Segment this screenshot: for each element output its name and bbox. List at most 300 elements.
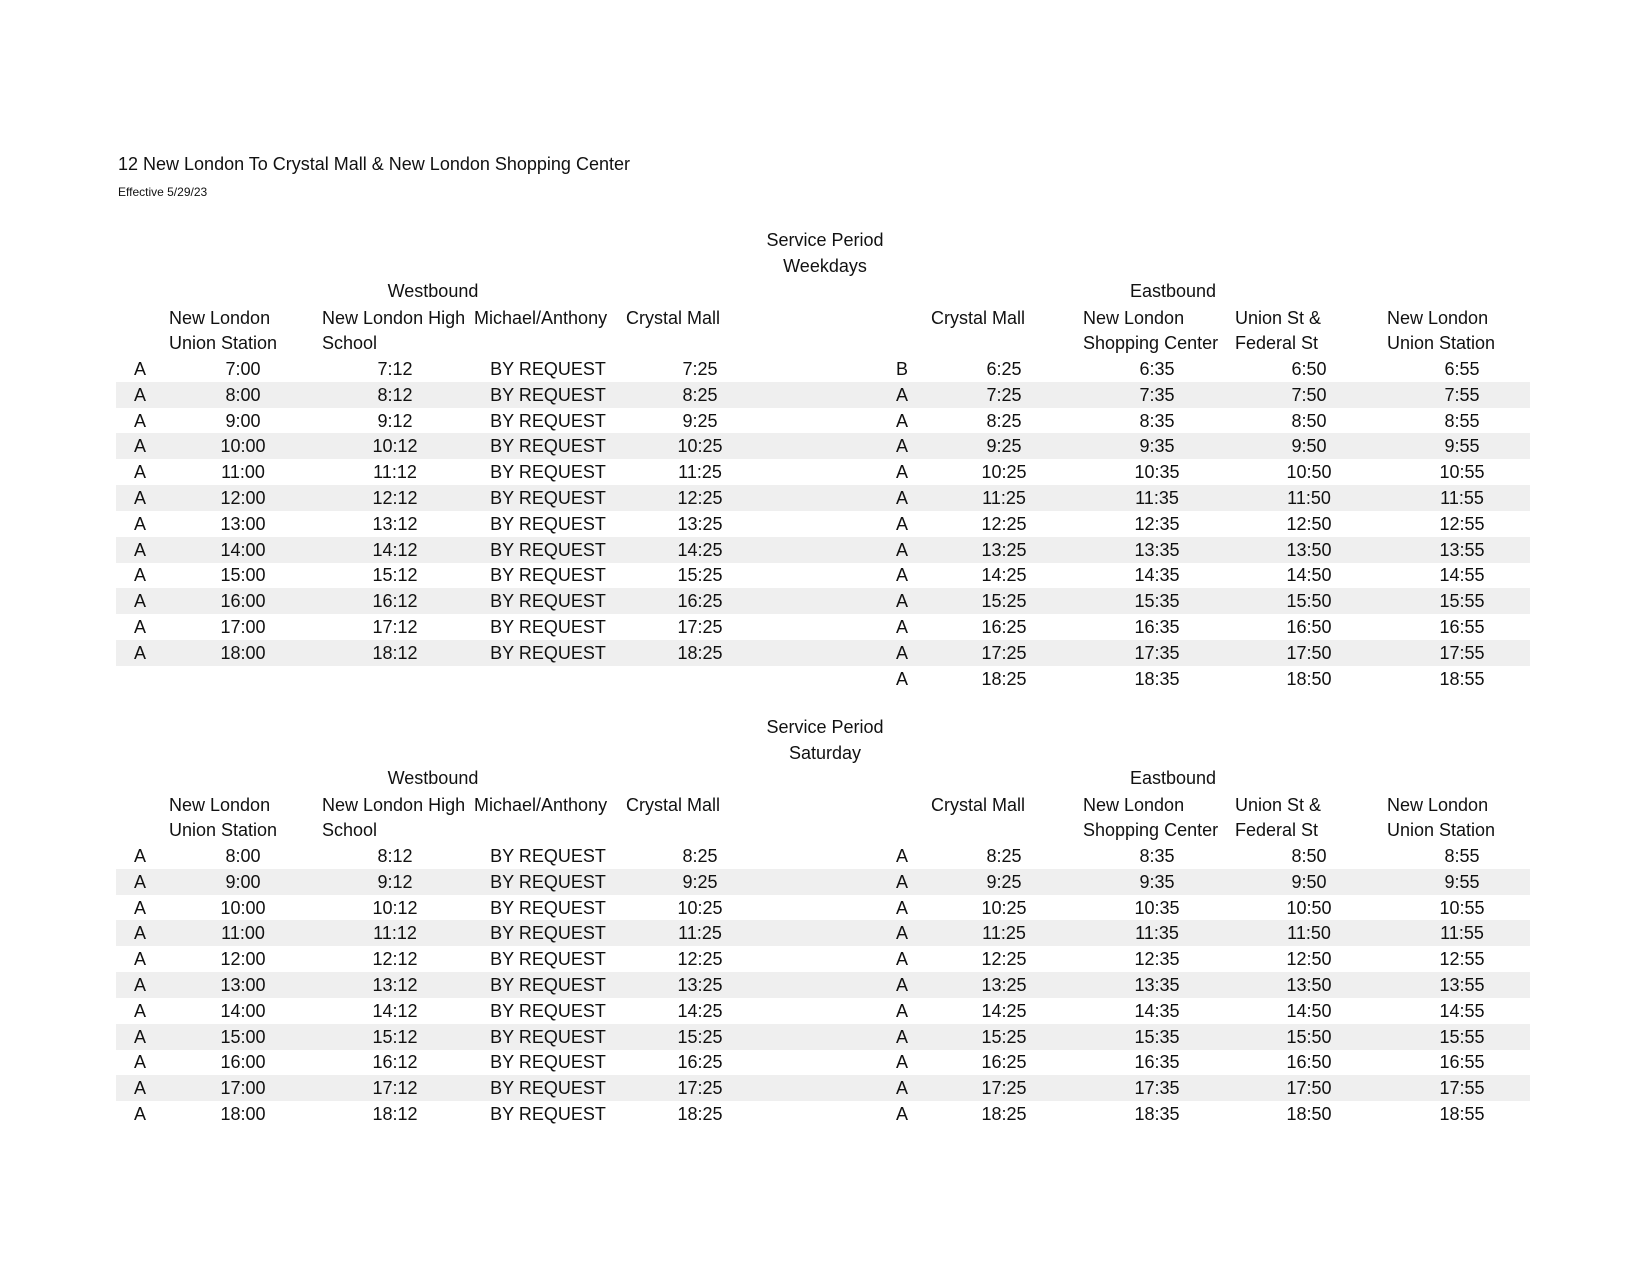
eastbound-time-cell: 15:50 [1286,591,1332,612]
westbound-time-cell: 12:25 [677,949,723,970]
eastbound-time-cell: 18:35 [1134,1104,1180,1124]
westbound-trip-type: A [133,871,146,892]
eastbound-time-cell: 16:35 [1134,1052,1180,1073]
eastbound-time-cell: 14:25 [981,565,1027,586]
service-period-label: Service Period [766,717,884,737]
eastbound-trip-type: A [895,488,908,508]
eastbound-time-cell: 7:25 [986,384,1022,405]
eastbound-time-cell: 14:50 [1286,565,1332,586]
table-row [0,537,1650,563]
table-row [0,1024,1650,1050]
eastbound-column-header [1083,793,1218,843]
westbound-time-cell: 10:25 [677,436,723,457]
eastbound-time-cell: 14:55 [1439,565,1485,586]
westbound-time-cell: 13:25 [677,975,723,995]
westbound-time-cell: 8:00 [225,384,261,405]
eastbound-time-cell: 17:55 [1439,1078,1485,1099]
westbound-trip-type: A [133,975,146,995]
eastbound-time-cell: 12:35 [1134,949,1180,970]
westbound-time-cell: BY REQUEST [490,591,606,612]
eastbound-time-cell: 10:25 [981,897,1027,918]
eastbound-time-cell: 13:35 [1134,975,1180,995]
eastbound-time-cell: 12:25 [981,513,1027,534]
westbound-trip-type: A [133,565,146,586]
eastbound-time-cell: 10:35 [1134,897,1180,918]
westbound-time-cell: BY REQUEST [490,1078,606,1099]
westbound-time-cell: 16:12 [372,1052,418,1073]
eastbound-time-cell: 15:35 [1134,1026,1180,1047]
westbound-trip-type: A [133,642,146,663]
westbound-time-cell: 13:00 [220,975,266,995]
westbound-direction-label: Westbound [387,768,479,788]
westbound-time-cell: 17:00 [220,617,266,637]
eastbound-time-cell: 14:50 [1286,1000,1332,1021]
eastbound-time-cell: 15:25 [981,591,1027,612]
eastbound-time-cell: 12:55 [1439,949,1485,970]
westbound-time-cell: BY REQUEST [490,871,606,892]
eastbound-time-cell: 16:55 [1439,617,1485,637]
eastbound-time-cell: 17:25 [981,642,1027,663]
eastbound-time-cell: 8:25 [986,846,1022,866]
eastbound-time-cell: 18:35 [1134,668,1180,689]
eastbound-time-cell: 6:35 [1139,359,1175,379]
eastbound-time-cell: 17:35 [1134,642,1180,663]
column-header-line: Union Station [169,333,278,353]
column-header-line: Union Station [1387,333,1496,353]
eastbound-time-cell: 11:25 [982,488,1026,508]
eastbound-time-cell: 10:50 [1286,462,1332,483]
eastbound-time-cell: 9:35 [1139,436,1175,457]
westbound-trip-type: A [133,1052,146,1073]
eastbound-time-cell: 11:25 [982,923,1026,944]
eastbound-trip-type: A [895,846,908,866]
table-row [0,588,1650,614]
eastbound-trip-type: A [895,410,908,431]
table-row [0,920,1650,946]
eastbound-time-cell: 9:50 [1291,436,1327,457]
eastbound-time-cell: 15:25 [981,1026,1027,1047]
westbound-time-cell: 18:00 [220,642,266,663]
table-row [0,562,1650,588]
eastbound-trip-type: A [895,513,908,534]
westbound-column-header [626,306,720,331]
westbound-trip-type: A [133,384,146,405]
eastbound-time-cell: 7:50 [1291,384,1327,405]
westbound-time-cell: 11:12 [373,462,417,483]
eastbound-trip-type: A [895,1104,908,1124]
eastbound-trip-type: A [895,949,908,970]
eastbound-trip-type: A [895,384,908,405]
westbound-trip-type: A [133,617,146,637]
eastbound-time-cell: 11:55 [1440,488,1484,508]
westbound-time-cell: 9:12 [377,410,413,431]
westbound-time-cell: BY REQUEST [490,513,606,534]
eastbound-time-cell: 9:55 [1444,436,1480,457]
westbound-time-cell: 14:12 [372,539,418,560]
eastbound-trip-type: A [895,668,908,689]
westbound-column-header [474,306,607,331]
westbound-trip-type: A [133,410,146,431]
eastbound-direction-label: Eastbound [1129,281,1217,301]
table-row [0,485,1650,511]
westbound-time-cell: 12:00 [220,488,266,508]
eastbound-time-cell: 11:50 [1287,923,1331,944]
westbound-time-cell: BY REQUEST [490,384,606,405]
eastbound-time-cell: 12:35 [1134,513,1180,534]
eastbound-column-header [1235,306,1321,356]
westbound-time-cell: BY REQUEST [490,897,606,918]
westbound-time-cell: BY REQUEST [490,488,606,508]
westbound-time-cell: 18:12 [372,642,418,663]
westbound-trip-type: A [133,949,146,970]
westbound-time-cell: BY REQUEST [490,975,606,995]
eastbound-column-header [1083,306,1218,356]
eastbound-time-cell: 11:50 [1287,488,1331,508]
service-period-value: Weekdays [783,256,867,276]
westbound-time-cell: 15:00 [220,1026,266,1047]
column-header-line: Federal St [1235,820,1319,840]
westbound-time-cell: 7:12 [377,359,413,379]
column-header-line: New London High [322,308,466,328]
eastbound-time-cell: 14:55 [1439,1000,1485,1021]
column-header-line: Union Station [169,820,278,840]
eastbound-time-cell: 14:35 [1134,1000,1180,1021]
westbound-time-cell: BY REQUEST [490,1026,606,1047]
westbound-time-cell: 18:00 [220,1104,266,1124]
eastbound-time-cell: 13:25 [981,975,1027,995]
eastbound-time-cell: 16:35 [1134,617,1180,637]
westbound-trip-type: A [133,897,146,918]
westbound-trip-type: A [133,846,146,866]
table-row [0,1049,1650,1075]
westbound-time-cell: 11:25 [678,923,722,944]
column-header-line: New London [1083,795,1185,815]
eastbound-column-header [931,793,1025,818]
westbound-time-cell: 13:25 [677,513,723,534]
westbound-time-cell: BY REQUEST [490,539,606,560]
eastbound-time-cell: 18:55 [1439,668,1485,689]
westbound-column-header [626,793,720,818]
column-header-line: Michael/Anthony [474,308,608,328]
eastbound-time-cell: 6:25 [986,359,1022,379]
column-header-line: Union St & [1235,308,1322,328]
column-header-line: Federal St [1235,333,1319,353]
eastbound-time-cell: 11:35 [1135,923,1179,944]
eastbound-trip-type: B [895,359,908,379]
eastbound-time-cell: 9:25 [986,871,1022,892]
eastbound-trip-type: A [895,975,908,995]
westbound-trip-type: A [133,488,146,508]
eastbound-column-header [1235,793,1321,843]
eastbound-time-cell: 18:55 [1439,1104,1485,1124]
column-header-line: Shopping Center [1083,820,1219,840]
westbound-time-cell: BY REQUEST [490,923,606,944]
westbound-column-header [169,306,277,356]
eastbound-time-cell: 16:55 [1439,1052,1485,1073]
westbound-time-cell: 14:12 [372,1000,418,1021]
westbound-time-cell: 13:00 [220,513,266,534]
column-header-line: New London High [322,795,466,815]
eastbound-time-cell: 18:25 [981,1104,1027,1124]
westbound-time-cell: BY REQUEST [490,1104,606,1124]
table-row [0,895,1650,921]
westbound-time-cell: 11:25 [678,462,722,483]
column-header-line: Michael/Anthony [474,795,608,815]
eastbound-trip-type: A [895,591,908,612]
westbound-time-cell: 13:12 [372,975,418,995]
column-header-line: Crystal Mall [931,795,1026,815]
westbound-time-cell: 14:00 [220,539,266,560]
westbound-time-cell: BY REQUEST [490,359,606,379]
westbound-time-cell: 16:12 [372,591,418,612]
column-header-line: School [322,333,378,353]
westbound-trip-type: A [133,436,146,457]
column-header-line: New London [1387,795,1489,815]
westbound-trip-type: A [133,591,146,612]
westbound-time-cell: 12:00 [220,949,266,970]
eastbound-time-cell: 15:35 [1134,591,1180,612]
eastbound-trip-type: A [895,923,908,944]
eastbound-trip-type: A [895,1052,908,1073]
westbound-time-cell: 15:25 [677,1026,723,1047]
table-row [0,459,1650,485]
eastbound-time-cell: 8:35 [1139,846,1175,866]
westbound-time-cell: BY REQUEST [490,642,606,663]
table-row [0,869,1650,895]
westbound-time-cell: BY REQUEST [490,1000,606,1021]
eastbound-time-cell: 16:50 [1286,1052,1332,1073]
westbound-time-cell: 10:12 [372,897,418,918]
westbound-time-cell: 16:00 [220,1052,266,1073]
eastbound-time-cell: 6:50 [1291,359,1327,379]
eastbound-time-cell: 9:50 [1291,871,1327,892]
effective-date: Effective 5/29/23 [118,185,208,199]
westbound-time-cell: 9:00 [225,410,261,431]
eastbound-trip-type: A [895,539,908,560]
eastbound-time-cell: 16:25 [981,1052,1027,1073]
westbound-time-cell: 12:25 [677,488,723,508]
westbound-time-cell: 8:12 [377,846,413,866]
eastbound-time-cell: 8:55 [1444,410,1480,431]
table-row [0,1101,1650,1127]
table-row [0,433,1650,459]
westbound-time-cell: 10:00 [220,897,266,918]
westbound-time-cell: 9:00 [225,871,261,892]
westbound-time-cell: 16:00 [220,591,266,612]
column-header-line: Crystal Mall [626,308,721,328]
eastbound-time-cell: 17:35 [1134,1078,1180,1099]
eastbound-column-header [1387,306,1495,356]
eastbound-time-cell: 15:50 [1286,1026,1332,1047]
westbound-time-cell: 18:12 [372,1104,418,1124]
eastbound-time-cell: 14:25 [981,1000,1027,1021]
eastbound-time-cell: 12:50 [1286,949,1332,970]
westbound-time-cell: 8:00 [225,846,261,866]
westbound-time-cell: 12:12 [372,949,418,970]
eastbound-time-cell: 18:25 [981,668,1027,689]
eastbound-time-cell: 10:55 [1439,462,1485,483]
eastbound-trip-type: A [895,436,908,457]
westbound-column-header [322,306,465,356]
westbound-time-cell: 15:25 [677,565,723,586]
eastbound-time-cell: 13:50 [1286,539,1332,560]
eastbound-time-cell: 9:25 [986,436,1022,457]
table-row [0,946,1650,972]
eastbound-trip-type: A [895,565,908,586]
eastbound-time-cell: 13:55 [1439,539,1485,560]
eastbound-time-cell: 17:50 [1286,642,1332,663]
westbound-time-cell: 17:25 [677,1078,723,1099]
column-header-line: Union Station [1387,820,1496,840]
westbound-time-cell: 11:00 [221,923,265,944]
eastbound-column-header [931,306,1025,331]
eastbound-trip-type: A [895,617,908,637]
table-row [0,640,1650,666]
westbound-column-header [474,793,607,818]
westbound-time-cell: 12:12 [372,488,418,508]
eastbound-time-cell: 7:55 [1444,384,1480,405]
column-header-line: New London [169,795,271,815]
westbound-time-cell: BY REQUEST [490,846,606,866]
westbound-time-cell: BY REQUEST [490,949,606,970]
eastbound-time-cell: 9:35 [1139,871,1175,892]
westbound-time-cell: 14:25 [677,539,723,560]
eastbound-time-cell: 8:50 [1291,410,1327,431]
eastbound-time-cell: 9:55 [1444,871,1480,892]
table-row [0,408,1650,434]
eastbound-time-cell: 15:55 [1439,1026,1485,1047]
westbound-time-cell: 14:25 [677,1000,723,1021]
eastbound-time-cell: 13:55 [1439,975,1485,995]
eastbound-time-cell: 17:55 [1439,642,1485,663]
table-row [0,998,1650,1024]
eastbound-time-cell: 12:25 [981,949,1027,970]
eastbound-time-cell: 10:55 [1439,897,1485,918]
westbound-time-cell: BY REQUEST [490,462,606,483]
column-header-line: New London [1387,308,1489,328]
westbound-time-cell: BY REQUEST [490,617,606,637]
table-row [0,511,1650,537]
column-header-line: Crystal Mall [626,795,721,815]
westbound-column-header [169,793,277,843]
westbound-time-cell: 15:00 [220,565,266,586]
column-header-line: New London [1083,308,1185,328]
service-period-label: Service Period [766,230,884,250]
westbound-time-cell: 10:00 [220,436,266,457]
westbound-time-cell: 11:00 [221,462,265,483]
table-row [0,1075,1650,1101]
eastbound-time-cell: 10:35 [1134,462,1180,483]
westbound-time-cell: 18:25 [677,1104,723,1124]
eastbound-time-cell: 8:35 [1139,410,1175,431]
eastbound-time-cell: 15:55 [1439,591,1485,612]
table-row [0,843,1650,869]
table-row [0,972,1650,998]
westbound-trip-type: A [133,1078,146,1099]
westbound-time-cell: 9:12 [377,871,413,892]
westbound-time-cell: 7:25 [682,359,718,379]
column-header-line: Shopping Center [1083,333,1219,353]
westbound-trip-type: A [133,359,146,379]
westbound-time-cell: 7:00 [225,359,261,379]
westbound-time-cell: 10:12 [372,436,418,457]
westbound-trip-type: A [133,539,146,560]
column-header-line: New London [169,308,271,328]
eastbound-time-cell: 13:50 [1286,975,1332,995]
column-header-line: School [322,820,378,840]
eastbound-time-cell: 12:55 [1439,513,1485,534]
westbound-time-cell: 9:25 [682,410,718,431]
eastbound-time-cell: 11:35 [1135,488,1179,508]
table-row [0,356,1650,382]
eastbound-time-cell: 8:25 [986,410,1022,431]
eastbound-trip-type: A [895,462,908,483]
eastbound-time-cell: 16:25 [981,617,1027,637]
eastbound-trip-type: A [895,897,908,918]
westbound-time-cell: BY REQUEST [490,410,606,431]
eastbound-time-cell: 11:55 [1440,923,1484,944]
eastbound-trip-type: A [895,642,908,663]
eastbound-time-cell: 10:50 [1286,897,1332,918]
westbound-time-cell: BY REQUEST [490,565,606,586]
westbound-time-cell: 8:25 [682,846,718,866]
table-row [0,382,1650,408]
westbound-trip-type: A [133,923,146,944]
eastbound-time-cell: 12:50 [1286,513,1332,534]
eastbound-direction-label: Eastbound [1129,768,1217,788]
eastbound-time-cell: 17:50 [1286,1078,1332,1099]
westbound-trip-type: A [133,1026,146,1047]
eastbound-time-cell: 6:55 [1444,359,1480,379]
column-header-line: Union St & [1235,795,1322,815]
westbound-time-cell: 10:25 [677,897,723,918]
table-row [0,666,1650,692]
westbound-trip-type: A [133,513,146,534]
westbound-time-cell: 11:12 [373,923,417,944]
column-header-line: Crystal Mall [931,308,1026,328]
westbound-time-cell: BY REQUEST [490,436,606,457]
eastbound-time-cell: 18:50 [1286,1104,1332,1124]
eastbound-time-cell: 7:35 [1139,384,1175,405]
westbound-time-cell: 17:25 [677,617,723,637]
westbound-time-cell: 8:25 [682,384,718,405]
westbound-time-cell: 16:25 [677,591,723,612]
eastbound-time-cell: 14:35 [1134,565,1180,586]
eastbound-trip-type: A [895,1078,908,1099]
eastbound-time-cell: 8:55 [1444,846,1480,866]
page-title: 12 New London To Crystal Mall & New London Shopping Center [118,154,630,174]
eastbound-time-cell: 8:50 [1291,846,1327,866]
westbound-time-cell: 9:25 [682,871,718,892]
eastbound-time-cell: 13:35 [1134,539,1180,560]
westbound-time-cell: 17:12 [372,1078,418,1099]
westbound-direction-label: Westbound [387,281,479,301]
westbound-time-cell: 18:25 [677,642,723,663]
eastbound-trip-type: A [895,1026,908,1047]
westbound-trip-type: A [133,1104,146,1124]
westbound-time-cell: BY REQUEST [490,1052,606,1073]
westbound-time-cell: 14:00 [220,1000,266,1021]
westbound-time-cell: 17:12 [372,617,418,637]
westbound-trip-type: A [133,462,146,483]
westbound-time-cell: 13:12 [372,513,418,534]
service-period-value: Saturday [788,743,862,763]
eastbound-time-cell: 16:50 [1286,617,1332,637]
westbound-time-cell: 16:25 [677,1052,723,1073]
westbound-time-cell: 15:12 [372,1026,418,1047]
westbound-time-cell: 8:12 [377,384,413,405]
eastbound-time-cell: 18:50 [1286,668,1332,689]
